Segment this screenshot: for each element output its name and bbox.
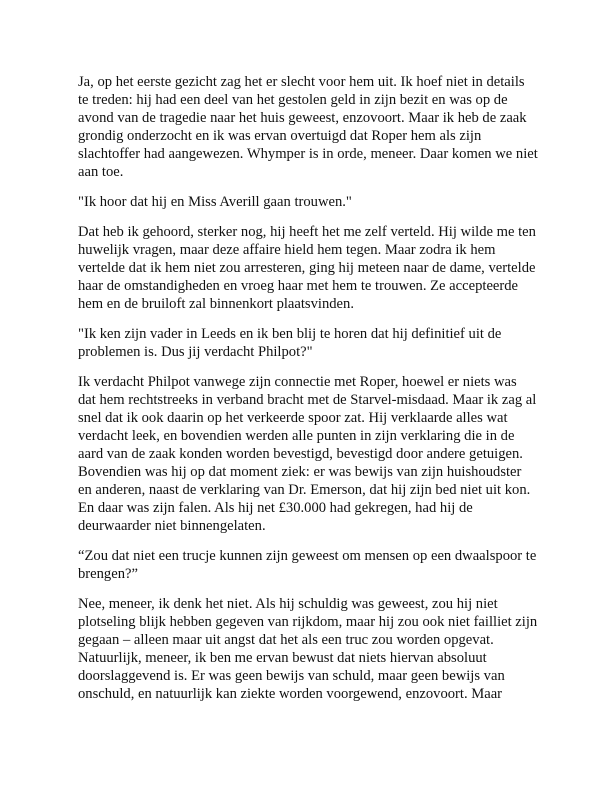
paragraph-5: Ik verdacht Philpot vanwege zijn connectie met Roper, hoewel er niets was dat hem rechtstreeks in verband bracht met de Starvel-misdaad. Maar ik zag al snel dat ik ook daarin op het verkeerde spoor zat. Hij verklaarde alles wat verdacht leek, en bovendien werden alle punten in zijn verklaring die in de aard van de zaak konden worden bevestigd, bevestigd door andere getuigen. Bovendien was hij op dat moment ziek: er was bewijs van zijn huishoudster en anderen, naast de verklaring van Dr. Emerson, dat hij zijn bed niet uit kon. En daar was zijn falen. Als hij net £30.000 had gekregen, had hij de deurwaarder niet binnengelaten. bbox=[78, 374, 537, 534]
paragraph-6: “Zou dat niet een trucje kunnen zijn geweest om mensen op een dwaalspoor te brengen?” bbox=[78, 548, 537, 582]
paragraph-7: Nee, meneer, ik denk het niet. Als hij schuldig was geweest, zou hij niet plotseling blijk hebben gegeven van rijkdom, maar hij zou ook niet failliet zijn gegaan – alleen maar uit angst dat het als een truc zou worden opgevat. Natuurlijk, meneer, ik ben me ervan bewust dat niets hiervan absoluut doorslaggevend is. Er was geen bewijs van schuld, maar geen bewijs van onschuld, en natuurlijk kan ziekte worden voorgewend, enzovoort. Maar bbox=[78, 596, 538, 702]
paragraph-2: "Ik hoor dat hij en Miss Averill gaan trouwen." bbox=[78, 194, 352, 210]
paragraph-4: "Ik ken zijn vader in Leeds en ik ben blij te horen dat hij definitief uit de problemen is. Dus jij verdacht Philpot?" bbox=[78, 326, 502, 360]
document-page bbox=[78, 73, 538, 715]
paragraph-1: Ja, op het eerste gezicht zag het er slecht voor hem uit. Ik hoef niet in details te treden: hij had een deel van het gestolen geld in zijn bezit en was op de avond van de tragedie naar het huis geweest, enzovoort. Maar ik heb de zaak grondig onderzocht en ik was ervan overtuigd dat Roper hem als zijn slachtoffer had aangewezen. Whymper is in orde, meneer. Daar komen we niet aan toe. bbox=[78, 74, 538, 180]
paragraph-3: Dat heb ik gehoord, sterker nog, hij heeft het me zelf verteld. Hij wilde me ten huwelijk vragen, maar deze affaire hield hem tegen. Maar zodra ik hem vertelde dat ik hem niet zou arresteren, ging hij meteen naar de dame, vertelde haar de omstandigheden en vroeg haar met hem te trouwen. Ze accepteerde hem en de bruiloft zal binnenkort plaatsvinden. bbox=[78, 224, 536, 312]
